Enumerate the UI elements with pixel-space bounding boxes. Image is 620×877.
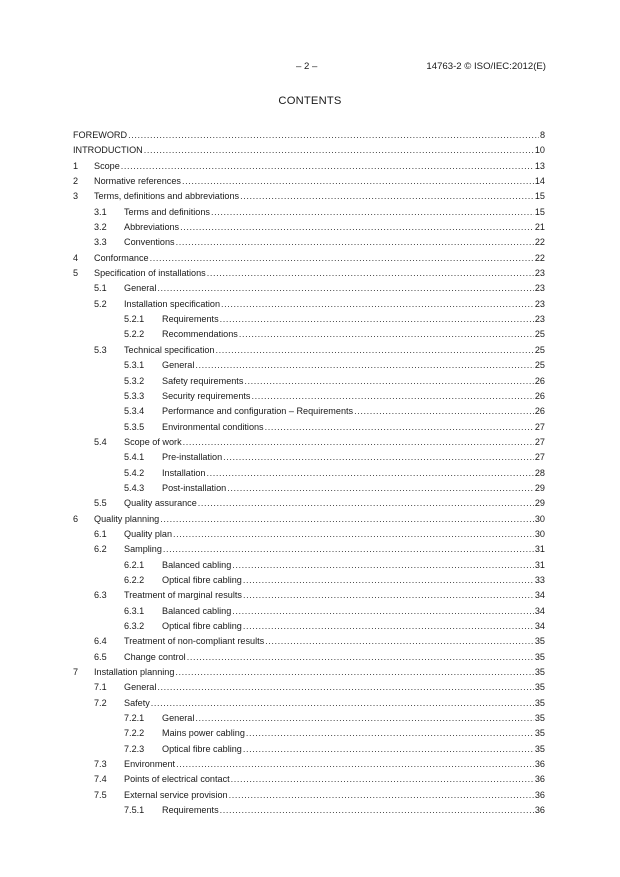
toc-entry[interactable] bbox=[73, 558, 545, 573]
toc-entry-number: 5 bbox=[73, 268, 79, 279]
toc-entry-number: 5.3.2 bbox=[124, 375, 145, 386]
page-title: CONTENTS bbox=[278, 95, 342, 107]
dot-leader bbox=[220, 803, 534, 818]
toc-entry-page: 22 bbox=[534, 237, 545, 248]
toc-entry-label[interactable]: Quality planning bbox=[94, 513, 160, 524]
toc-entry-number: 5.3.5 bbox=[124, 421, 145, 432]
toc-entry-page: 30 bbox=[534, 513, 545, 524]
toc-entry-label[interactable]: Conventions bbox=[124, 237, 175, 248]
dot-leader bbox=[215, 343, 533, 358]
dot-leader bbox=[207, 266, 534, 281]
toc-entry-number: 6.5 bbox=[94, 651, 107, 662]
toc-entry-label[interactable]: Environment bbox=[124, 759, 176, 770]
toc-entry-page: 36 bbox=[534, 774, 545, 785]
toc-entry-number: 5.3.3 bbox=[124, 390, 145, 401]
toc-entry-label[interactable]: General bbox=[162, 360, 195, 371]
toc-entry[interactable] bbox=[73, 251, 545, 266]
dot-leader bbox=[183, 435, 534, 450]
dot-leader bbox=[195, 358, 534, 373]
toc-entry-label[interactable]: Safety bbox=[124, 697, 150, 708]
table-of-contents bbox=[73, 128, 545, 818]
toc-entry-label[interactable]: Points of electrical contact bbox=[124, 774, 230, 785]
toc-entry-number: 5.3.1 bbox=[124, 360, 145, 371]
toc-entry[interactable] bbox=[73, 711, 545, 726]
toc-entry-label[interactable]: Scope of work bbox=[124, 436, 182, 447]
toc-entry[interactable] bbox=[73, 389, 545, 404]
toc-entry-page: 23 bbox=[534, 283, 545, 294]
toc-entry-number: 7.5.1 bbox=[124, 805, 145, 816]
toc-entry-label[interactable]: Quality plan bbox=[124, 528, 173, 539]
toc-entry[interactable] bbox=[73, 772, 545, 787]
toc-entry-page: 25 bbox=[534, 344, 545, 355]
toc-entry-page: 25 bbox=[534, 329, 545, 340]
toc-entry-label[interactable]: External service provision bbox=[124, 789, 228, 800]
toc-entry-page: 15 bbox=[534, 206, 545, 217]
toc-entry-label[interactable]: Technical specification bbox=[124, 344, 215, 355]
dot-leader bbox=[231, 772, 534, 787]
toc-entry-number: 2 bbox=[73, 176, 79, 187]
dot-leader bbox=[265, 420, 534, 435]
toc-entry-number: 7.1 bbox=[94, 682, 107, 693]
dot-leader bbox=[180, 220, 534, 235]
toc-entry-number: 6.1 bbox=[94, 528, 107, 539]
toc-entry-page: 33 bbox=[534, 574, 545, 585]
toc-entry-number: 7.2.1 bbox=[124, 713, 145, 724]
dot-leader bbox=[198, 496, 534, 511]
toc-entry-page: 36 bbox=[534, 805, 545, 816]
toc-entry-page: 8 bbox=[539, 130, 545, 140]
toc-entry-page: 35 bbox=[534, 697, 545, 708]
toc-entry-label[interactable]: Security requirements bbox=[162, 390, 251, 401]
toc-entry[interactable] bbox=[73, 235, 545, 250]
toc-entry-page: 23 bbox=[534, 298, 545, 309]
toc-entry-page: 36 bbox=[534, 789, 545, 800]
toc-entry-label[interactable]: Balanced cabling bbox=[162, 559, 232, 570]
dot-leader bbox=[240, 189, 534, 204]
dot-leader bbox=[243, 742, 534, 757]
dot-leader bbox=[206, 466, 533, 481]
toc-entry[interactable] bbox=[73, 450, 545, 465]
dot-leader bbox=[239, 327, 534, 342]
toc-entry-label[interactable]: Optical fibre cabling bbox=[162, 621, 242, 631]
toc-entry-label[interactable]: General bbox=[124, 283, 157, 294]
dot-leader bbox=[157, 680, 534, 695]
toc-entry-page: 25 bbox=[534, 360, 545, 371]
toc-entry-page: 27 bbox=[534, 436, 545, 447]
dot-leader bbox=[354, 404, 534, 419]
toc-entry-page: 29 bbox=[534, 482, 545, 493]
toc-entry-number: 7.2.3 bbox=[124, 743, 145, 754]
toc-entry-number: 6.2.1 bbox=[124, 559, 145, 570]
toc-entry-page: 35 bbox=[534, 728, 545, 739]
toc-entry[interactable] bbox=[73, 343, 545, 358]
dot-leader bbox=[187, 650, 534, 665]
toc-entry[interactable] bbox=[73, 374, 545, 389]
toc-entry-label[interactable]: Installation specification bbox=[124, 298, 221, 309]
toc-entry-label[interactable]: Pre-installation bbox=[162, 452, 223, 463]
toc-entry-page: 26 bbox=[534, 390, 545, 401]
toc-entry-label[interactable]: Requirements bbox=[162, 805, 219, 816]
toc-entry-number: 7.5 bbox=[94, 789, 107, 800]
dot-leader bbox=[251, 389, 533, 404]
dot-leader bbox=[128, 128, 539, 143]
dot-leader bbox=[232, 558, 534, 573]
toc-entry-number: 7.2 bbox=[94, 697, 107, 708]
toc-entry-number: 6.3.1 bbox=[124, 605, 145, 616]
toc-entry-label[interactable]: Balanced cabling bbox=[162, 605, 232, 616]
toc-entry-label[interactable]: Performance and configuration – Requirements bbox=[162, 406, 354, 417]
toc-entry-number: 7.4 bbox=[94, 774, 107, 785]
toc-entry-page: 10 bbox=[534, 145, 545, 156]
toc-entry[interactable] bbox=[73, 435, 545, 450]
toc-entry-number: 3 bbox=[73, 191, 79, 202]
toc-entry-page: 31 bbox=[534, 544, 545, 555]
document-reference: 14763-2 © ISO/IEC:2012(E) bbox=[426, 61, 546, 72]
toc-entry-label[interactable]: Installation planning bbox=[94, 667, 175, 678]
toc-entry[interactable] bbox=[73, 496, 545, 511]
toc-entry-number: 5.1 bbox=[94, 283, 107, 294]
toc-entry-label[interactable]: Specification of installations bbox=[94, 268, 206, 279]
toc-entry-page: 34 bbox=[534, 621, 545, 631]
toc-entry-number: 7.2.2 bbox=[124, 728, 145, 739]
toc-entry[interactable] bbox=[73, 573, 545, 588]
toc-entry[interactable] bbox=[73, 634, 545, 649]
toc-entry[interactable] bbox=[73, 143, 545, 158]
dot-leader bbox=[144, 143, 534, 158]
toc-entry-label[interactable]: Quality assurance bbox=[124, 498, 197, 509]
toc-entry[interactable] bbox=[73, 174, 545, 189]
toc-entry-number: 5.4.1 bbox=[124, 452, 145, 463]
toc-entry-page: 26 bbox=[534, 406, 545, 417]
toc-entry-page: 26 bbox=[534, 375, 545, 386]
dot-leader bbox=[223, 450, 534, 465]
toc-entry-number: 5.2.2 bbox=[124, 329, 145, 340]
toc-entry-number: 7.3 bbox=[94, 759, 107, 770]
toc-entry-number: 6 bbox=[73, 513, 79, 524]
toc-entry[interactable] bbox=[73, 466, 545, 481]
toc-entry[interactable] bbox=[73, 327, 545, 342]
toc-entry[interactable] bbox=[73, 726, 545, 741]
toc-entry-page: 14 bbox=[534, 176, 545, 187]
toc-entry-page: 34 bbox=[534, 605, 545, 616]
toc-entry[interactable] bbox=[73, 281, 545, 296]
toc-entry-page: 30 bbox=[534, 528, 545, 539]
toc-entry[interactable] bbox=[73, 757, 545, 772]
toc-entry-number: 7 bbox=[73, 667, 79, 678]
toc-entry-number: 5.2 bbox=[94, 298, 107, 309]
toc-entry-number: 6.4 bbox=[94, 636, 107, 647]
toc-entry-page: 22 bbox=[534, 252, 545, 263]
page-header bbox=[0, 61, 620, 75]
toc-entry-number: 5.3.4 bbox=[124, 406, 145, 417]
dot-leader bbox=[243, 588, 534, 603]
toc-entry-page: 13 bbox=[534, 160, 545, 171]
toc-entry-number: 5.4.2 bbox=[124, 467, 145, 478]
toc-entry-label[interactable]: Sampling bbox=[124, 544, 162, 555]
toc-entry-page: 35 bbox=[534, 682, 545, 693]
toc-entry-page: 35 bbox=[534, 667, 545, 678]
dot-leader bbox=[243, 573, 534, 588]
toc-entry-label[interactable]: Recommendations bbox=[162, 329, 238, 340]
dot-leader bbox=[182, 174, 534, 189]
dot-leader bbox=[229, 788, 534, 803]
toc-entry[interactable] bbox=[73, 588, 545, 603]
toc-entry-page: 35 bbox=[534, 651, 545, 662]
toc-entry[interactable] bbox=[73, 358, 545, 373]
toc-entry[interactable] bbox=[73, 604, 545, 619]
toc-entry-page: 31 bbox=[534, 559, 545, 570]
toc-entry-number: 1 bbox=[73, 160, 79, 171]
toc-entry-page: 35 bbox=[534, 713, 545, 724]
dot-leader bbox=[246, 726, 534, 741]
toc-entry-number: 3.2 bbox=[94, 222, 107, 233]
toc-entry[interactable] bbox=[73, 619, 545, 634]
dot-leader bbox=[150, 251, 534, 266]
toc-entry-page: 27 bbox=[534, 421, 545, 432]
toc-entry-label[interactable]: General bbox=[124, 682, 157, 693]
dot-leader bbox=[232, 604, 534, 619]
toc-entry-label[interactable]: Abbreviations bbox=[124, 222, 180, 233]
toc-entry-label[interactable]: FOREWORD bbox=[73, 130, 128, 140]
toc-entry-number: 5.2.1 bbox=[124, 314, 145, 325]
toc-entry-page: 35 bbox=[534, 743, 545, 754]
toc-entry-label[interactable]: Normative references bbox=[94, 176, 181, 187]
toc-entry-number: 3.3 bbox=[94, 237, 107, 248]
dot-leader bbox=[160, 512, 534, 527]
toc-entry-page: 27 bbox=[534, 452, 545, 463]
toc-entry-label[interactable]: Conformance bbox=[94, 252, 149, 263]
dot-leader bbox=[195, 711, 534, 726]
toc-entry[interactable] bbox=[73, 527, 545, 542]
toc-entry-label[interactable]: General bbox=[162, 713, 195, 724]
dot-leader bbox=[173, 527, 534, 542]
toc-entry[interactable] bbox=[73, 696, 545, 711]
toc-entry-page: 34 bbox=[534, 590, 545, 601]
toc-entry[interactable] bbox=[73, 266, 545, 281]
dot-leader bbox=[151, 696, 534, 711]
toc-entry-label[interactable]: Mains power cabling bbox=[162, 728, 245, 739]
toc-entry[interactable] bbox=[73, 205, 545, 220]
toc-entry-page: 23 bbox=[534, 314, 545, 325]
toc-entry-page: 21 bbox=[534, 222, 545, 233]
dot-leader bbox=[211, 205, 534, 220]
toc-entry[interactable] bbox=[73, 542, 545, 557]
toc-entry[interactable] bbox=[73, 665, 545, 680]
toc-entry[interactable] bbox=[73, 404, 545, 419]
toc-entry[interactable] bbox=[73, 512, 545, 527]
toc-entry-page: 23 bbox=[534, 268, 545, 279]
toc-entry-label[interactable]: INTRODUCTION bbox=[73, 145, 143, 156]
toc-entry[interactable] bbox=[73, 420, 545, 435]
dot-leader bbox=[227, 481, 534, 496]
dot-leader bbox=[244, 374, 533, 389]
toc-entry-label[interactable]: Requirements bbox=[162, 314, 219, 325]
toc-entry-label[interactable]: Environmental conditions bbox=[162, 421, 264, 432]
toc-entry[interactable] bbox=[73, 742, 545, 757]
toc-entry[interactable] bbox=[73, 680, 545, 695]
dot-leader bbox=[243, 619, 534, 634]
dot-leader bbox=[221, 297, 534, 312]
toc-entry-page: 36 bbox=[534, 759, 545, 770]
toc-entry-number: 5.4 bbox=[94, 436, 107, 447]
toc-entry-number: 6.2 bbox=[94, 544, 107, 555]
toc-entry[interactable] bbox=[73, 297, 545, 312]
toc-entry-page: 15 bbox=[534, 191, 545, 202]
toc-entry-label[interactable]: Optical fibre cabling bbox=[162, 574, 242, 585]
toc-entry-label[interactable]: Post-installation bbox=[162, 482, 227, 493]
toc-entry-number: 5.4.3 bbox=[124, 482, 145, 493]
dot-leader bbox=[176, 235, 534, 250]
toc-entry-number: 3.1 bbox=[94, 206, 107, 217]
toc-entry-label[interactable]: Installation bbox=[162, 467, 206, 478]
toc-entry-page: 35 bbox=[534, 636, 545, 647]
toc-entry[interactable] bbox=[73, 650, 545, 665]
toc-entry-number: 6.2.2 bbox=[124, 574, 145, 585]
toc-entry-label[interactable]: Terms, definitions and abbreviations bbox=[94, 191, 240, 202]
toc-entry-number: 5.5 bbox=[94, 498, 107, 509]
dot-leader bbox=[163, 542, 534, 557]
toc-entry-label[interactable]: Scope bbox=[94, 160, 120, 171]
toc-entry-page: 29 bbox=[534, 498, 545, 509]
page-number: – 2 – bbox=[296, 61, 318, 72]
toc-entry-number: 4 bbox=[73, 252, 79, 263]
toc-entry[interactable] bbox=[73, 481, 545, 496]
toc-entry[interactable] bbox=[73, 803, 545, 818]
dot-leader bbox=[175, 665, 533, 680]
dot-leader bbox=[176, 757, 534, 772]
dot-leader bbox=[121, 159, 534, 174]
toc-entry-label[interactable]: Optical fibre cabling bbox=[162, 743, 242, 754]
toc-entry-label[interactable]: Terms and definitions bbox=[124, 206, 210, 217]
toc-entry-number: 6.3.2 bbox=[124, 621, 145, 631]
toc-entry[interactable] bbox=[73, 788, 545, 803]
toc-entry-number: 5.3 bbox=[94, 344, 107, 355]
toc-entry[interactable] bbox=[73, 189, 545, 204]
toc-entry[interactable] bbox=[73, 312, 545, 327]
toc-entry-label[interactable]: Change control bbox=[124, 651, 186, 662]
toc-entry[interactable] bbox=[73, 220, 545, 235]
toc-entry-label[interactable]: Treatment of non-compliant results bbox=[124, 636, 265, 647]
dot-leader bbox=[157, 281, 534, 296]
toc-entry-label[interactable]: Treatment of marginal results bbox=[124, 590, 242, 601]
toc-entry-label[interactable]: Safety requirements bbox=[162, 375, 244, 386]
toc-entry-number: 6.3 bbox=[94, 590, 107, 601]
toc-entry[interactable] bbox=[73, 159, 545, 174]
dot-leader bbox=[265, 634, 534, 649]
toc-entry-page: 28 bbox=[534, 467, 545, 478]
dot-leader bbox=[220, 312, 534, 327]
toc-entry[interactable] bbox=[73, 128, 545, 143]
